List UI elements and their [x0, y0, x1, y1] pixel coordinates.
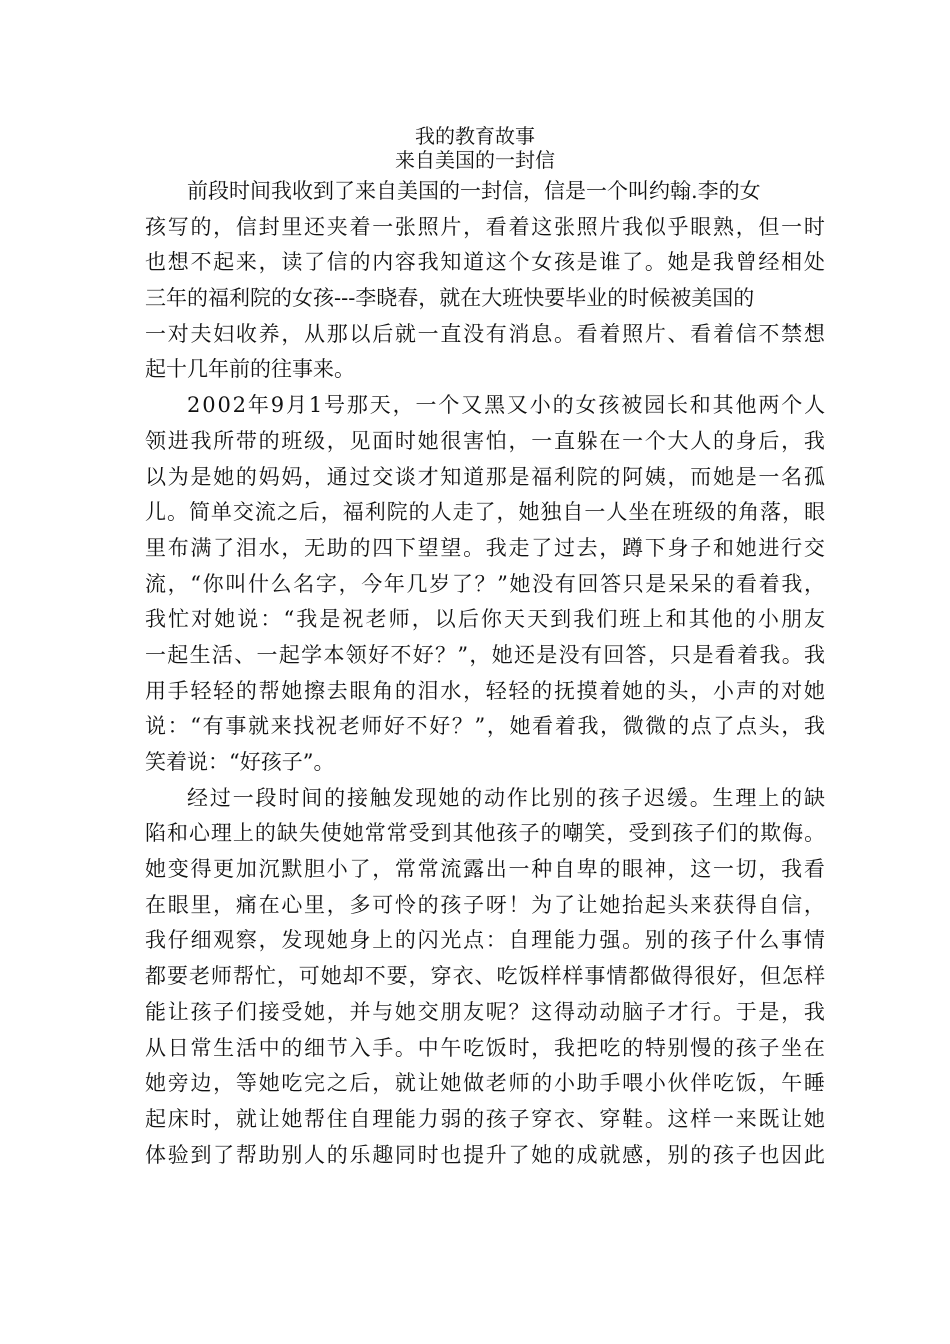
text-line: 一起生活、一起学本领好不好？”，她还是没有回答，只是看着我。我: [145, 642, 827, 667]
text-line: 她旁边，等她吃完之后，就让她做老师的小助手喂小伙伴吃饭，午睡: [145, 1071, 827, 1096]
text-line: 2002年9月1号那天，一个又黑又小的女孩被园长和其他两个人: [187, 393, 827, 418]
text-line: 儿。简单交流之后，福利院的人走了，她独自一人坐在班级的角落，眼: [145, 500, 827, 525]
text-line: 用手轻轻的帮她擦去眼角的泪水，轻轻的抚摸着她的头，小声的对她: [145, 678, 827, 703]
document-title: 我的教育故事: [415, 124, 535, 148]
text-line: 领进我所带的班级，见面时她很害怕，一直躲在一个大人的身后，我: [145, 428, 827, 453]
text-line: 也想不起来，读了信的内容我知道这个女孩是谁了。她是我曾经相处: [145, 250, 827, 275]
text-line: 我忙对她说：“我是祝老师，以后你天天到我们班上和其他的小朋友: [145, 607, 828, 632]
text-line: 在眼里，痛在心里，多可怜的孩子呀！为了让她抬起头来获得自信，: [145, 892, 827, 917]
text-line: 孩写的，信封里还夹着一张照片，看着这张照片我似乎眼熟，但一时: [145, 214, 827, 239]
text-line: 说：“有事就来找祝老师好不好？”，她看着我，微微的点了点头，我: [145, 714, 827, 739]
text-line: 我仔细观察，发现她身上的闪光点：自理能力强。别的孩子什么事情: [145, 928, 827, 953]
text-line: 笑着说：“好孩子”。: [145, 750, 335, 774]
text-line: 从日常生活中的细节入手。中午吃饭时，我把吃的特别慢的孩子坐在: [145, 1035, 827, 1060]
document-body: [145, 174, 828, 1173]
text-line: 一对夫妇收养，从那以后就一直没有消息。看着照片、看着信不禁想: [145, 321, 827, 346]
text-line: 流，“你叫什么名字，今年几岁了？”她没有回答只是呆呆的看着我，: [145, 571, 827, 596]
text-line: 以为是她的妈妈，通过交谈才知道那是福利院的阿姨，而她是一名孤: [145, 464, 827, 489]
text-line: 经过一段时间的接触发现她的动作比别的孩子迟缓。生理上的缺: [187, 785, 827, 810]
text-line: 起十几年前的往事来。: [145, 357, 355, 382]
text-line: 前段时间我收到了来自美国的一封信，信是一个叫约翰.李的女: [187, 179, 761, 203]
text-line: 起床时，就让她帮住自理能力弱的孩子穿衣、穿鞋。这样一来既让她: [145, 1106, 827, 1131]
text-line: 陷和心理上的缺失使她常常受到其他孩子的嘲笑，受到孩子们的欺侮。: [145, 821, 827, 846]
text-line: 能让孩子们接受她，并与她交朋友呢？这得动动脑子才行。于是，我: [145, 999, 827, 1024]
document-subtitle: 来自美国的一封信: [395, 148, 555, 172]
text-line: 里布满了泪水，无助的四下望望。我走了过去，蹲下身子和她进行交: [145, 535, 827, 560]
text-line: 都要老师帮忙，可她却不要，穿衣、吃饭样样事情都做得很好，但怎样: [145, 964, 827, 989]
text-line: 体验到了帮助别人的乐趣同时也提升了她的成就感，别的孩子也因此: [145, 1142, 827, 1167]
text-line: 三年的福利院的女孩---李晓春，就在大班快要毕业的时候被美国的: [145, 286, 755, 311]
text-line: 她变得更加沉默胆小了，常常流露出一种自卑的眼神，这一切，我看: [145, 857, 827, 882]
